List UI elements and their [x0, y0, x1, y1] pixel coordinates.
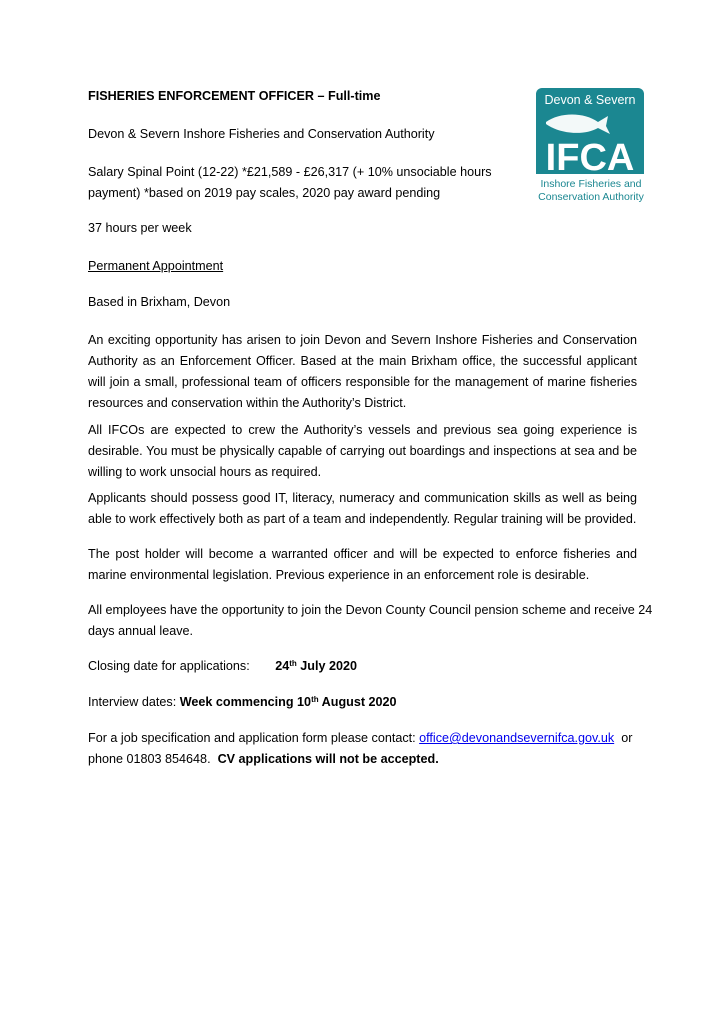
crew-paragraph: All IFCOs are expected to crew the Authority’s vessels and previous sea going experience is desirable. You must be physically capable of carrying out boardings and inspections at sea and be willing to work unsocial hours as required.: [88, 423, 637, 479]
logo-acronym: IFCA: [545, 137, 635, 176]
logo-subtitle-line2: Conservation Authority: [538, 191, 644, 203]
logo-top-banner: Devon & Severn: [536, 88, 644, 112]
cv-note: CV applications will not be accepted.: [217, 752, 439, 766]
salary-line2: payment) *based on 2019 pay scales, 2020 pay award pending: [88, 186, 441, 200]
interview-dates: [88, 692, 397, 713]
location-info: Based in Brixham, Devon: [88, 295, 231, 309]
employer-name: Devon & Severn Inshore Fisheries and Conservation Authority: [88, 127, 435, 141]
pension-paragraph: [88, 600, 652, 642]
contact-email-link[interactable]: office@devonandsevernifca.gov.uk: [419, 731, 615, 745]
appointment-type: Permanent Appointment: [88, 259, 224, 273]
closing-value: 24th July 2020: [275, 659, 358, 673]
ifca-logo: [536, 88, 646, 206]
skills-paragraph: Applicants should possess good IT, literacy, numeracy and communication skills as well as being able to work effectively both as part of a team and independently. Regular training will be provided.: [88, 491, 637, 526]
pension-line1: All employees have the opportunity to join the Devon County Council pension scheme and receive 24: [88, 603, 653, 617]
pension-line2: days annual leave.: [88, 624, 194, 638]
intro-paragraph: An exciting opportunity has arisen to join Devon and Severn Inshore Fisheries and Conservation Authority as an Enforcement Officer. Based at the main Brixham office, the successful applicant will join a small, professional team of officers responsible for the management of marine fisheries resources and conservation within the Authority’s District.: [88, 333, 637, 410]
contact-pre-text: For a job specification and application form please contact:: [88, 731, 416, 745]
contact-or-text: or: [621, 731, 633, 745]
logo-subtitle: [536, 178, 646, 204]
hours-info: 37 hours per week: [88, 221, 192, 235]
salary-info: [88, 162, 492, 204]
salary-line1: Salary Spinal Point (12-22) *£21,589 - £26,317 (+ 10% unsociable hours: [88, 165, 492, 179]
interview-label: Interview dates:: [88, 695, 177, 709]
ifca-fish-logo-icon: [536, 110, 646, 176]
logo-subtitle-line1: Inshore Fisheries and: [540, 178, 642, 190]
closing-date: [88, 656, 357, 677]
job-title: FISHERIES ENFORCEMENT OFFICER – Full-time: [88, 89, 381, 103]
interview-value: Week commencing 10th August 2020: [179, 695, 397, 709]
warrant-paragraph: The post holder will become a warranted officer and will be expected to enforce fisheries and marine environmental legislation. Previous experience in an enforcement role is desirable.: [88, 547, 637, 582]
contact-paragraph: [88, 728, 637, 770]
contact-phone: phone 01803 854648.: [88, 752, 211, 766]
closing-label: Closing date for applications:: [88, 659, 250, 673]
